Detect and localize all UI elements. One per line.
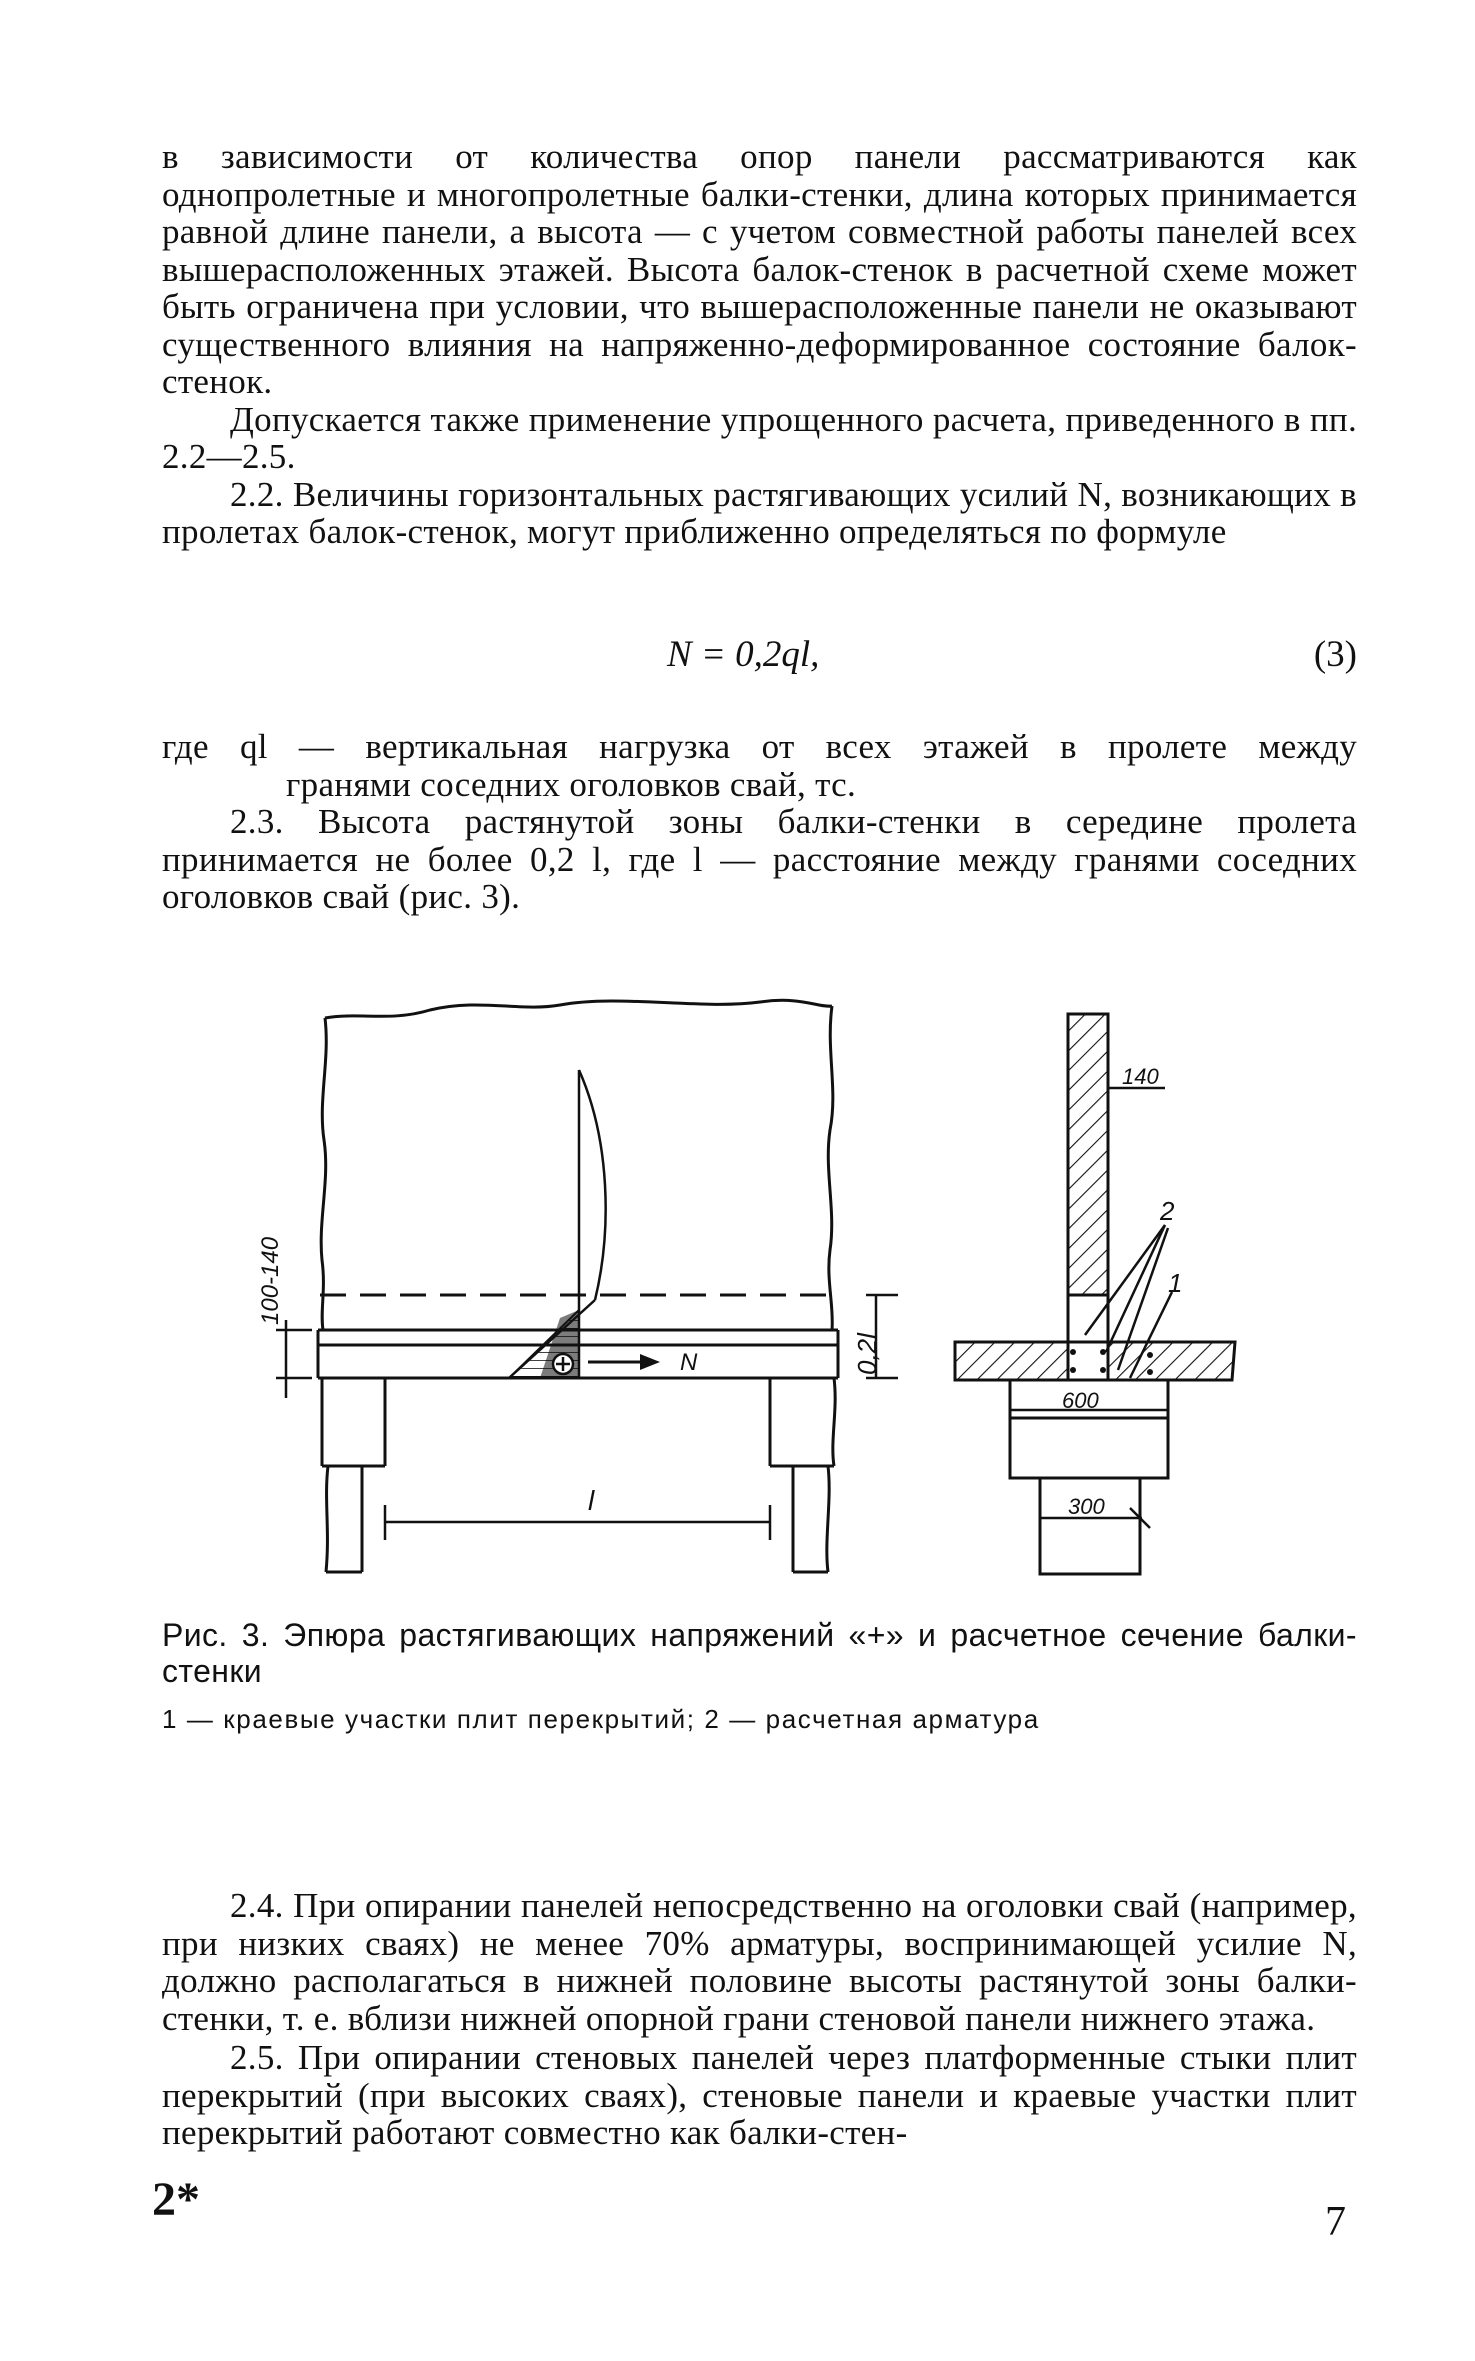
paragraph-simplified: Допускается также применение упрощенного расчета, приведенного в пп. 2.2—2.5. [162,399,1357,476]
paragraph-2-2: 2.2. Величины горизонтальных растягивающих усилий N, возникающих в пролетах балок-стенок, могут приближенно определяться по формуле [162,474,1357,551]
signature-mark: 2* [152,2173,200,2226]
caption-main: Рис. 3. Эпюра растягивающих напряжений «+» и расчетное сечение балки-стенки [162,1617,1357,1689]
formula-number: (3) [1313,634,1357,675]
callout-1: 1 [1168,1268,1183,1298]
wall-beam-elevation [318,1000,838,1572]
zone-dimension-label: 0,2l [852,1333,882,1375]
figure-caption [162,1617,1357,1689]
paragraph-2-3: 2.3. Высота растянутой зоны балки-стенки в середине пролета принимается не более 0,2 l, где l — расстояние между гранями соседних оголовков свай (рис. 3). [162,802,1357,916]
span-dimension [385,1505,770,1540]
span-label: l [588,1485,595,1516]
bottom-text [162,1887,1357,2152]
height-dimension [276,1320,312,1398]
formula: N = 0,2ql, [667,634,820,675]
where-line-2: гранями соседних оголовков свай, тс. [286,764,856,804]
paragraph-2-5: 2.5. При опирании стеновых панелей через платформенные стыки плит перекрытий (при высоких сваях), стеновые панели и краевые участки плит перекрытий работают совместно как балки-стен- [162,2038,1357,2152]
page-number: 7 [1325,2199,1346,2245]
wall-thickness-label: 140 [1122,1064,1159,1089]
where-line-1: где ql — вертикальная нагрузка от всех этажей в пролете между [162,727,1357,766]
force-label: N [680,1349,698,1376]
callout-2: 2 [1160,1196,1175,1226]
force-arrow [588,1354,660,1370]
paragraph-intro: в зависимости от количества опор панели рассматриваются как однопролетные и многопролетные балки-стенки, длина которых принимается равной длине панели, а высота — с учетом совместной работы панелей всех вышерасположенных этажей. Высота балок-стенок в расчетной схеме может быть ограничена при условии, что вышерасположенные панели не оказывают существенного влияния на напряженно-деформированное состояние балок-стенок. [162,137,1357,401]
figure-legend: 1 — краевые участки плит перекрытий; 2 — расчетная арматура [162,1704,1040,1734]
height-dimension-label: 100-140 [257,1236,284,1325]
paragraph-2-4: 2.4. При опирании панелей непосредственно на оголовки свай (например, при низких сваях) не менее 70% арматуры, воспринимающей усилие N, должно располагаться в нижней половине высоты растянутой зоны балки-стенки, т. е. вблизи нижней опорной грани стеновой панели нижнего этажа. [162,1886,1357,2038]
cross-section [955,1014,1235,1574]
cap-width-label: 600 [1062,1388,1099,1413]
pile-width-label: 300 [1068,1494,1105,1519]
